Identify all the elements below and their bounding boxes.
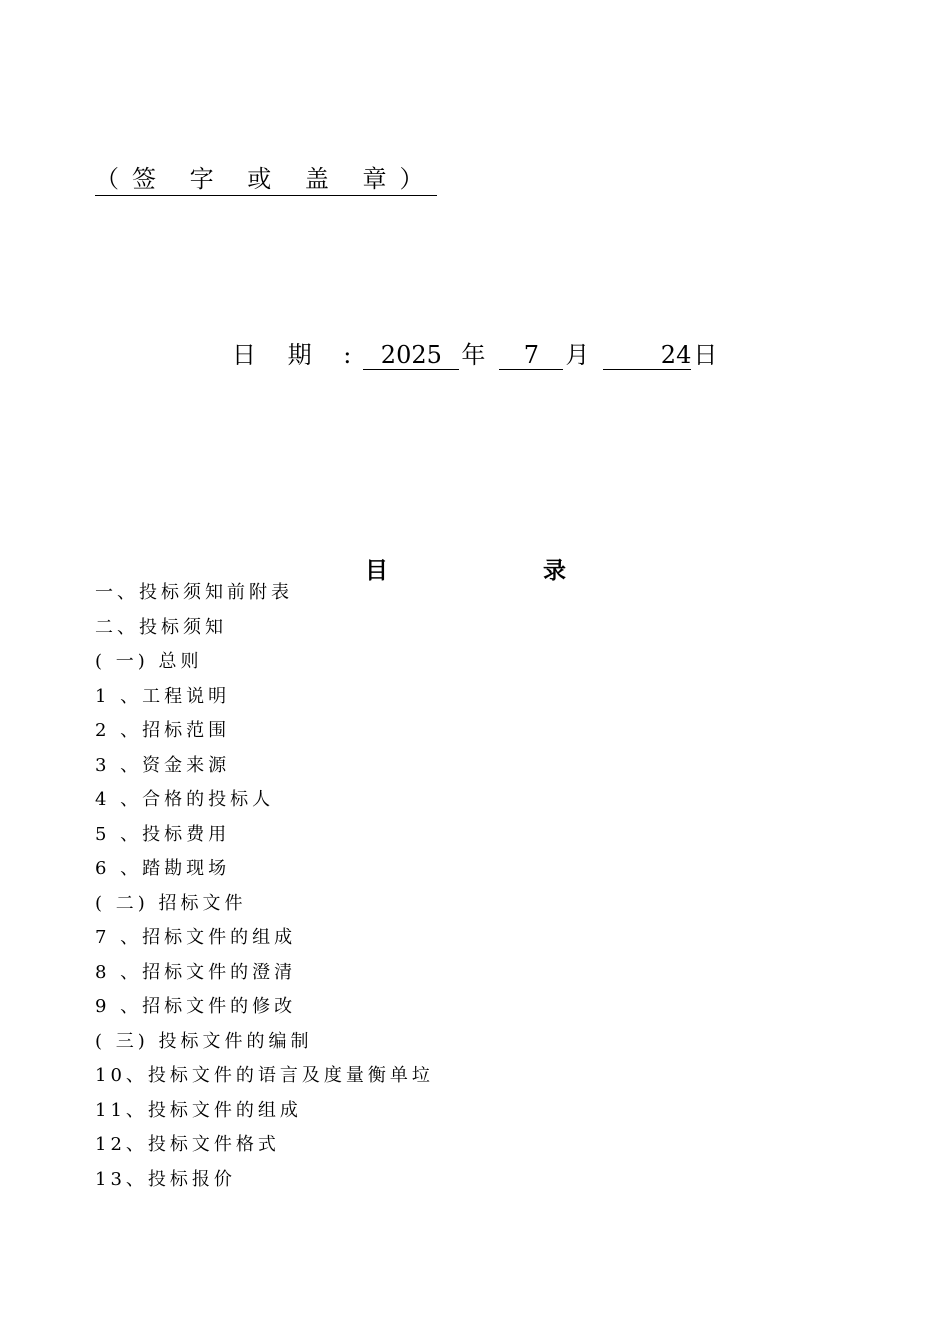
date-day: 24 — [603, 341, 691, 370]
toc-item: 11、投标文件的组成 — [95, 1099, 302, 1121]
toc-item: 一、投标须知前附表 — [95, 582, 293, 603]
date-year: 2025 — [363, 341, 459, 370]
date-year-unit: 年 — [461, 341, 486, 369]
toc-item: 3 、资金来源 — [95, 754, 231, 776]
toc-item: 2 、招标范围 — [95, 720, 231, 741]
toc-item: ( 二) 招标文件 — [95, 892, 247, 914]
toc-item: 7 、招标文件的组成 — [95, 927, 297, 948]
date-month-unit: 月 — [565, 341, 590, 369]
date-day-unit: 日 — [693, 341, 718, 369]
toc-title-char-1: 目 — [365, 558, 388, 584]
toc-item: 9 、招标文件的修改 — [95, 996, 297, 1017]
toc-item: 二、投标须知 — [95, 616, 227, 638]
toc-item: 4 、合格的投标人 — [95, 789, 275, 810]
toc-item: ( 一) 总则 — [95, 651, 203, 672]
toc-item: 1 、工程说明 — [95, 685, 231, 707]
toc-list — [95, 579, 434, 1200]
toc-item: 6 、踏勘现场 — [95, 858, 231, 879]
signature-line — [95, 163, 437, 196]
toc-item: 13、投标报价 — [95, 1168, 236, 1190]
toc-item: 5 、投标费用 — [95, 823, 231, 845]
date-month: 7 — [499, 341, 563, 370]
toc-item: 10、投标文件的语言及度量衡单垃 — [95, 1065, 434, 1086]
signature-label: （签 字 或 盖 章） — [95, 165, 437, 193]
toc-item: 12、投标文件格式 — [95, 1134, 280, 1155]
date-label: 日 期 : — [232, 341, 364, 369]
toc-item: 8 、招标文件的澄清 — [95, 961, 297, 983]
date-line — [232, 338, 717, 372]
toc-title-char-2: 录 — [543, 558, 566, 584]
toc-item: ( 三) 投标文件的编制 — [95, 1030, 313, 1052]
